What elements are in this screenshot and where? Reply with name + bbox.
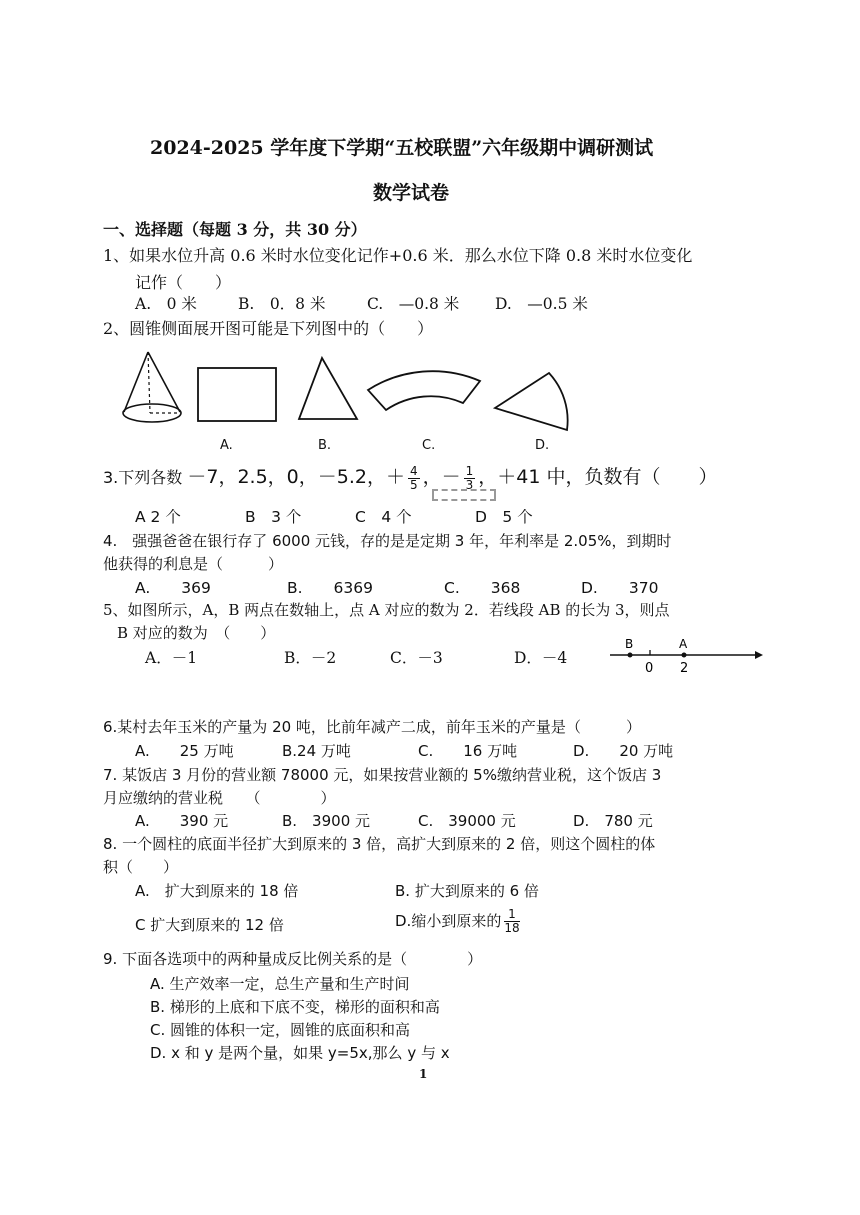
cone-figure	[123, 352, 181, 422]
q4-option-a: A. 369	[135, 579, 211, 597]
q6-option-c: C. 16 万吨	[418, 742, 518, 760]
q8-option-b: B. 扩大到原来的 6 倍	[395, 882, 539, 900]
q9-option-c: C. 圆锥的体积一定，圆锥的底面积和高	[150, 1021, 411, 1039]
q2-text: 2、圆锥侧面展开图可能是下列图中的（ ）	[103, 319, 434, 338]
q3-option-b: B 3 个	[245, 508, 302, 526]
q5-option-d: D．－4	[514, 649, 568, 667]
q2-label-d: D.	[535, 438, 550, 453]
q7-line1: 7. 某饭店 3 月份的营业额 78000 元，如果按营业额的 5%缴纳营业税，这个饭店 3	[103, 766, 662, 784]
q8-option-d	[395, 908, 523, 935]
q9-option-a: A. 生产效率一定，总生产量和生产时间	[150, 975, 410, 993]
q6-option-d: D. 20 万吨	[573, 742, 674, 760]
exam-title: 2024-2025 学年度下学期“五校联盟”六年级期中调研测试	[150, 137, 654, 159]
point-b-dot	[628, 653, 633, 658]
q6-option-b: B.24 万吨	[282, 742, 351, 760]
q9-option-b: B. 梯形的上底和下底不变，梯形的面积和高	[150, 998, 440, 1016]
q8-option-a: A. 扩大到原来的 18 倍	[135, 882, 299, 900]
q4-option-b: B. 6369	[287, 579, 374, 597]
q5-line2: B 对应的数为 （ ）	[117, 624, 276, 642]
q9-option-d: D. x 和 y 是两个量，如果 y=5x,那么 y 与 x	[150, 1044, 450, 1062]
q2-label-c: C.	[422, 438, 436, 453]
q3-prefix: 3.下列各数	[103, 468, 183, 487]
annular-sector-figure-c	[368, 371, 480, 410]
axis-tick-0: 0	[645, 661, 654, 676]
q9-text: 9. 下面各选项中的两种量成反比例关系的是（ ）	[103, 950, 483, 968]
q3-fraction-1-3: $\frac{1}{3}$	[465, 464, 474, 492]
q6-text: 6.某村去年玉米的产量为 20 吨，比前年减产二成，前年玉米的产量是（ ）	[103, 718, 641, 736]
triangle-figure-b	[299, 358, 357, 419]
rectangle-figure-a	[198, 368, 276, 421]
q5-option-a: A．－1	[145, 649, 198, 667]
q1-option-d: D. —0.5 米	[495, 295, 588, 313]
q1-option-b: B. 0．8 米	[238, 295, 326, 313]
q8-option-d-text: D.缩小到原来的	[395, 912, 502, 930]
q8-fraction-1-18: $\frac{1}{18}$	[504, 907, 520, 935]
point-a-dot	[682, 653, 687, 658]
q7-option-c: C. 39000 元	[418, 812, 516, 830]
sector-figure-d	[495, 373, 568, 430]
q4-line2: 他获得的利息是（ ）	[103, 555, 284, 573]
q2-label-b: B.	[318, 438, 332, 453]
q3-option-d: D 5 个	[475, 508, 533, 526]
q3-option-c: C 4 个	[355, 508, 412, 526]
page-number: 1	[419, 1067, 428, 1081]
axis-tick-2: 2	[680, 661, 689, 676]
q1-line2: 记作（ ）	[135, 273, 232, 292]
q3-number-list: －7，2.5，0，－5.2，＋	[187, 466, 405, 488]
q5-number-line	[605, 638, 765, 678]
q3-fraction-4-5: $\frac{4}{5}$	[410, 464, 418, 492]
q7-option-d: D. 780 元	[573, 812, 653, 830]
q3-question	[103, 462, 718, 492]
q1-option-c: C. —0.8 米	[367, 295, 460, 313]
q8-line1: 8. 一个圆柱的底面半径扩大到原来的 3 倍，高扩大到原来的 2 倍，则这个圆柱的体	[103, 835, 656, 853]
axis-label-a: A	[679, 638, 688, 651]
q3-option-a: A 2 个	[135, 508, 181, 526]
q4-line1: 4. 强强爸爸在银行存了 6000 元钱，存的是是定期 3 年，年利率是 2.05%，到期时	[103, 532, 672, 550]
exam-subtitle: 数学试卷	[373, 182, 450, 204]
q1-option-a: A. 0 米	[135, 295, 197, 313]
q8-line2: 积（ ）	[103, 858, 179, 876]
q8-option-c: C 扩大到原来的 12 倍	[135, 916, 284, 934]
q4-option-d: D. 370	[581, 579, 659, 597]
axis-label-b: B	[625, 638, 634, 651]
q5-option-b: B．－2	[284, 649, 337, 667]
section-heading: 一、选择题（每题 3 分，共 30 分）	[103, 220, 367, 239]
q7-line2: 月应缴纳的营业税 （ ）	[103, 789, 336, 807]
q7-option-a: A. 390 元	[135, 812, 229, 830]
q2-label-a: A.	[220, 438, 233, 453]
q5-line1: 5、如图所示，A，B 两点在数轴上，点 A 对应的数为 2．若线段 AB 的长为 3，则点	[103, 601, 670, 619]
q6-option-a: A. 25 万吨	[135, 742, 234, 760]
q3-suffix: ，＋41 中，负数有（ ）	[478, 466, 718, 488]
q3-mid: ，－	[422, 466, 461, 488]
q7-option-b: B. 3900 元	[282, 812, 371, 830]
q2-figures	[115, 350, 735, 440]
q1-line1: 1、如果水位升高 0.6 米时水位变化记作+0.6 米．那么水位下降 0.8 米时水位变化	[103, 246, 693, 265]
scan-artifact	[432, 489, 496, 501]
q4-option-c: C. 368	[444, 579, 521, 597]
q5-option-c: C．－3	[390, 649, 443, 667]
